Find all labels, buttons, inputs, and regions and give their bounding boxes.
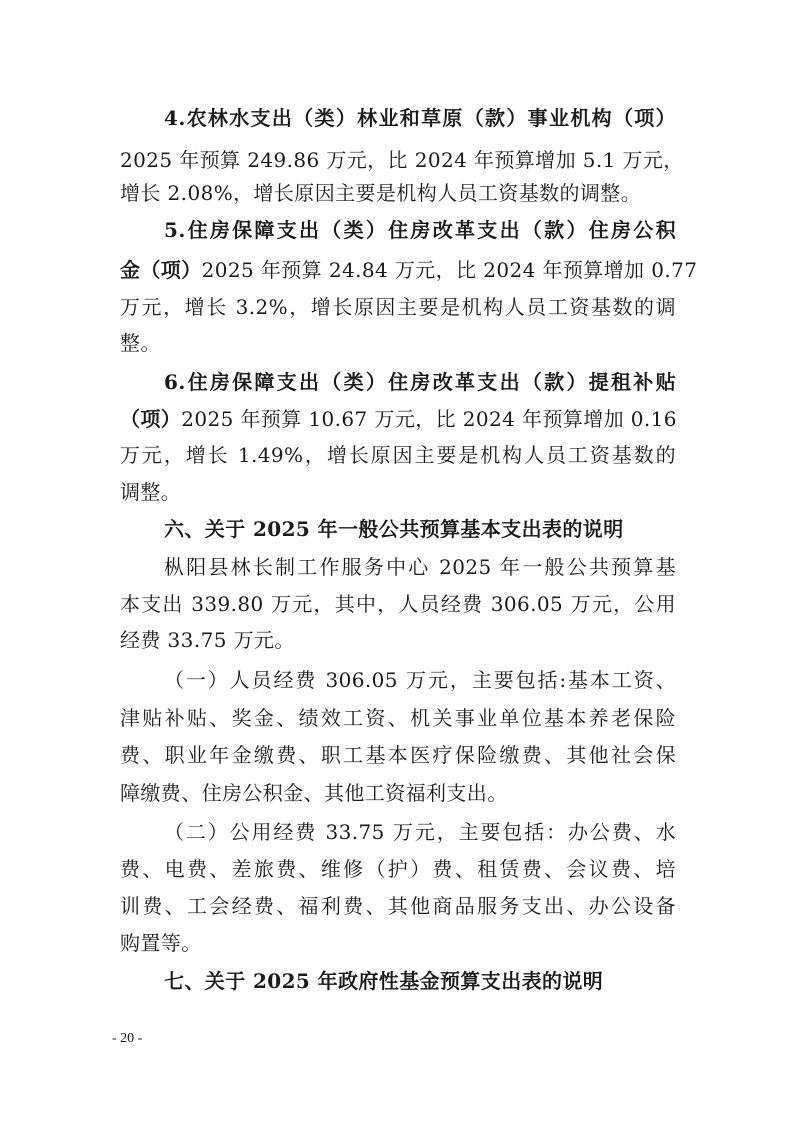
personnel-para-line-4 — [120, 778, 676, 808]
paragraph-6-line-1 — [164, 367, 676, 397]
public-text: 费、电费、差旅费、维修（护）费、租赁费、会议费、培 — [120, 857, 676, 881]
paragraph-6-text: 2025 年预算 10.67 万元，比 2024 年预算增加 0.16 — [181, 407, 677, 431]
paragraph-6-text: 万元，增长 1.49%，增长原因主要是机构人员工资基数的 — [120, 443, 676, 467]
section-6-para-line-3 — [120, 625, 676, 655]
public-text: 购置等。 — [120, 931, 202, 955]
paragraph-5-line-4 — [120, 328, 676, 358]
paragraph-6-heading: 6.住房保障支出（类）住房改革支出（款）提租补贴 — [164, 370, 676, 394]
public-text: （二）公用经费 33.75 万元，主要包括：办公费、水 — [164, 820, 676, 844]
public-para-line-4 — [120, 928, 676, 958]
public-para-line-2 — [120, 854, 676, 884]
personnel-text: （一）人员经费 306.05 万元，主要包括:基本工资、 — [164, 668, 676, 692]
personnel-text: 障缴费、住房公积金、其他工资福利支出。 — [120, 781, 508, 805]
page-number: - 20 - — [112, 1031, 143, 1046]
public-para-line-3 — [120, 891, 676, 921]
paragraph-4-line-2 — [120, 145, 684, 175]
paragraph-6-line-3 — [120, 440, 676, 470]
paragraph-4-line-1 — [164, 103, 676, 133]
paragraph-6-heading-tail: （项） — [120, 407, 182, 431]
section-6-text: 枞阳县林长制工作服务中心 2025 年一般公共预算基 — [164, 555, 676, 579]
personnel-para-line-3 — [120, 740, 676, 770]
paragraph-5-text: 2025 年预算 24.84 万元，比 2024 年预算增加 0.77 — [201, 258, 698, 282]
personnel-text: 津贴补贴、奖金、绩效工资、机关事业单位基本养老保险 — [120, 706, 676, 730]
section-6-para-line-2 — [120, 589, 676, 619]
section-6-text: 本支出 339.80 万元，其中，人员经费 306.05 万元，公用 — [120, 592, 676, 616]
paragraph-5-text: 万元，增长 3.2%，增长原因主要是机构人员工资基数的调 — [120, 295, 676, 319]
paragraph-4-heading: 4.农林水支出（类）林业和草原（款）事业机构（项） — [164, 106, 676, 130]
personnel-text: 费、职业年金缴费、职工基本医疗保险缴费、其他社会保 — [120, 743, 676, 767]
paragraph-5-line-1 — [164, 215, 676, 245]
paragraph-6-line-2 — [120, 404, 676, 434]
section-6-heading — [164, 514, 676, 544]
paragraph-4-text: 2025 年预算 249.86 万元，比 2024 年预算增加 5.1 万元， — [120, 148, 684, 172]
section-heading: 六、关于 2025 年一般公共预算基本支出表的说明 — [164, 517, 624, 541]
paragraph-5-heading-tail: 金（项） — [120, 258, 202, 282]
public-para-line-1 — [164, 817, 676, 847]
public-text: 训费、工会经费、福利费、其他商品服务支出、办公设备 — [120, 894, 676, 918]
paragraph-5-text: 整。 — [120, 331, 161, 355]
personnel-para-line-2 — [120, 703, 676, 733]
personnel-para-line-1 — [164, 665, 676, 695]
paragraph-4-text: 增长 2.08%，增长原因主要是机构人员工资基数的调整。 — [120, 181, 642, 205]
section-6-text: 经费 33.75 万元。 — [120, 628, 295, 652]
section-7-heading — [164, 966, 676, 996]
paragraph-5-line-3 — [120, 292, 676, 322]
paragraph-5-heading: 5.住房保障支出（类）住房改革支出（款）住房公积 — [164, 218, 676, 242]
paragraph-5-line-2 — [120, 255, 698, 285]
section-6-para-line-1 — [164, 552, 676, 582]
section-heading: 七、关于 2025 年政府性基金预算支出表的说明 — [164, 969, 604, 993]
paragraph-6-text: 调整。 — [120, 480, 182, 504]
paragraph-4-line-3 — [120, 178, 676, 208]
paragraph-6-line-4 — [120, 477, 676, 507]
